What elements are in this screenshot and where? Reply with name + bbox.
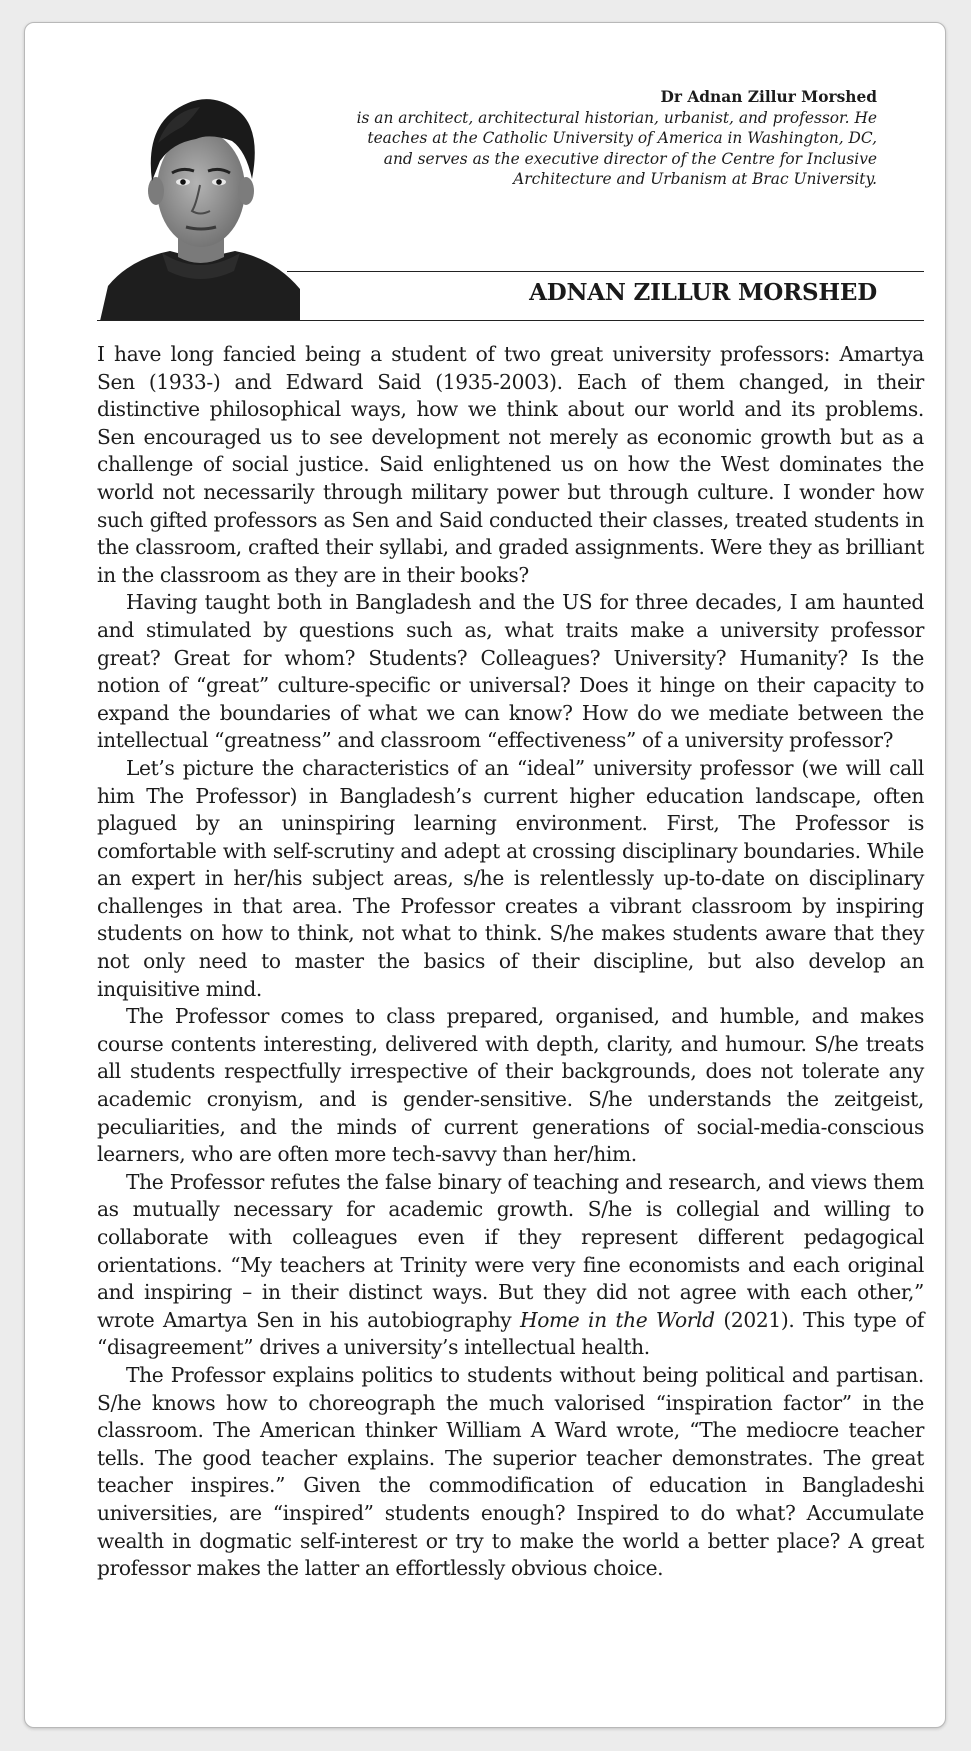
byline-rule-bottom <box>97 320 924 321</box>
paragraph-text: (2021). This type of “disagreement” drives a university’s intellectual health. <box>97 1307 925 1360</box>
author-photo <box>100 81 300 321</box>
article-paragraph: The Professor explains politics to students without being political and partisan. S/he knows how to choreograph the much valorised “inspiration factor” in the classroom. The American thinker William A Ward wrote, “The mediocre teacher tells. The good teacher explains. The superior teacher demonstrates. The great teacher inspires.” Given the commodification of education in Bangladeshi universities, are “inspired” students enough? Inspired to do what? Accumulate wealth in dogmatic self-interest or try to make the world a better place? A great professor makes the latter an effortlessly obvious choice. <box>97 1362 924 1581</box>
byline: ADNAN ZILLUR MORSHED <box>529 279 877 306</box>
byline-rule-top <box>287 271 924 272</box>
author-bio-name: Dr Adnan Zillur Morshed <box>660 88 877 106</box>
article-body <box>97 341 924 1583</box>
article-paragraph <box>97 1169 924 1362</box>
paragraph-text: The Professor refutes the false binary of teaching and research, and views them as mutually necessary for academic growth. S/he is collegial and willing to collaborate with colleagues even if they represent different pedagogical orientations. “My teachers at Trinity were very fine economists and each original and inspiring – in their distinct ways. But they did not agree with each other,” wrote Amartya Sen in his autobiography <box>97 1169 924 1332</box>
author-bio-description: is an architect, architectural historian, urbanist, and professor. He teaches at the Catholic University of America in Washington, DC, and serves as the executive director of the Centre for Inclusive Architecture and Urbanism at Brac University. <box>356 108 877 188</box>
author-bio <box>337 87 877 190</box>
article-paragraph: Let’s picture the characteristics of an “ideal” university professor (we will call him The Professor) in Bangladesh’s current higher education landscape, often plagued by an uninspiring learning environment. First, The Professor is comfortable with self-scrutiny and adept at crossing disciplinary boundaries. While an expert in her/his subject areas, s/he is relentlessly up-to-date on disciplinary challenges in that area. The Professor creates a vibrant classroom by inspiring students on how to think, not what to think. S/he makes students aware that they not only need to master the basics of their discipline, but also develop an inquisitive mind. <box>97 755 924 1001</box>
article-paragraph: Having taught both in Bangladesh and the US for three decades, I am haunted and stimulated by questions such as, what traits make a university professor great? Great for whom? Students? Colleagues? University? Humanity? Is the notion of “great” culture-specific or universal? Does it hinge on their capacity to expand the boundaries of what we can know? How do we mediate between the intellectual “greatness” and classroom “effectiveness” of a university professor? <box>97 590 924 753</box>
book-title: Home in the World <box>519 1307 715 1332</box>
article-card <box>24 22 946 1728</box>
article-paragraph: I have long fancied being a student of two great university professors: Amartya Sen (1933-) and Edward Said (1935-2003). Each of them changed, in their distinctive philosophical ways, how we think about our world and its problems. Sen encouraged us to see development not merely as economic growth but as a challenge of social justice. Said enlightened us on how the West dominates the world not necessarily through military power but through culture. I wonder how such gifted professors as Sen and Said conducted their classes, treated students in the classroom, crafted their syllabi, and graded assignments. Were they as brilliant in the classroom as they are in their books? <box>97 342 924 587</box>
article-paragraph: The Professor comes to class prepared, organised, and humble, and makes course contents interesting, delivered with depth, clarity, and humour. S/he treats all students respectfully irrespective of their backgrounds, does not tolerate any academic cronyism, and is gender-sensitive. S/he understands the zeitgeist, peculiarities, and the minds of current generations of social-media-conscious learners, who are often more tech-savvy than her/him. <box>97 1004 924 1167</box>
